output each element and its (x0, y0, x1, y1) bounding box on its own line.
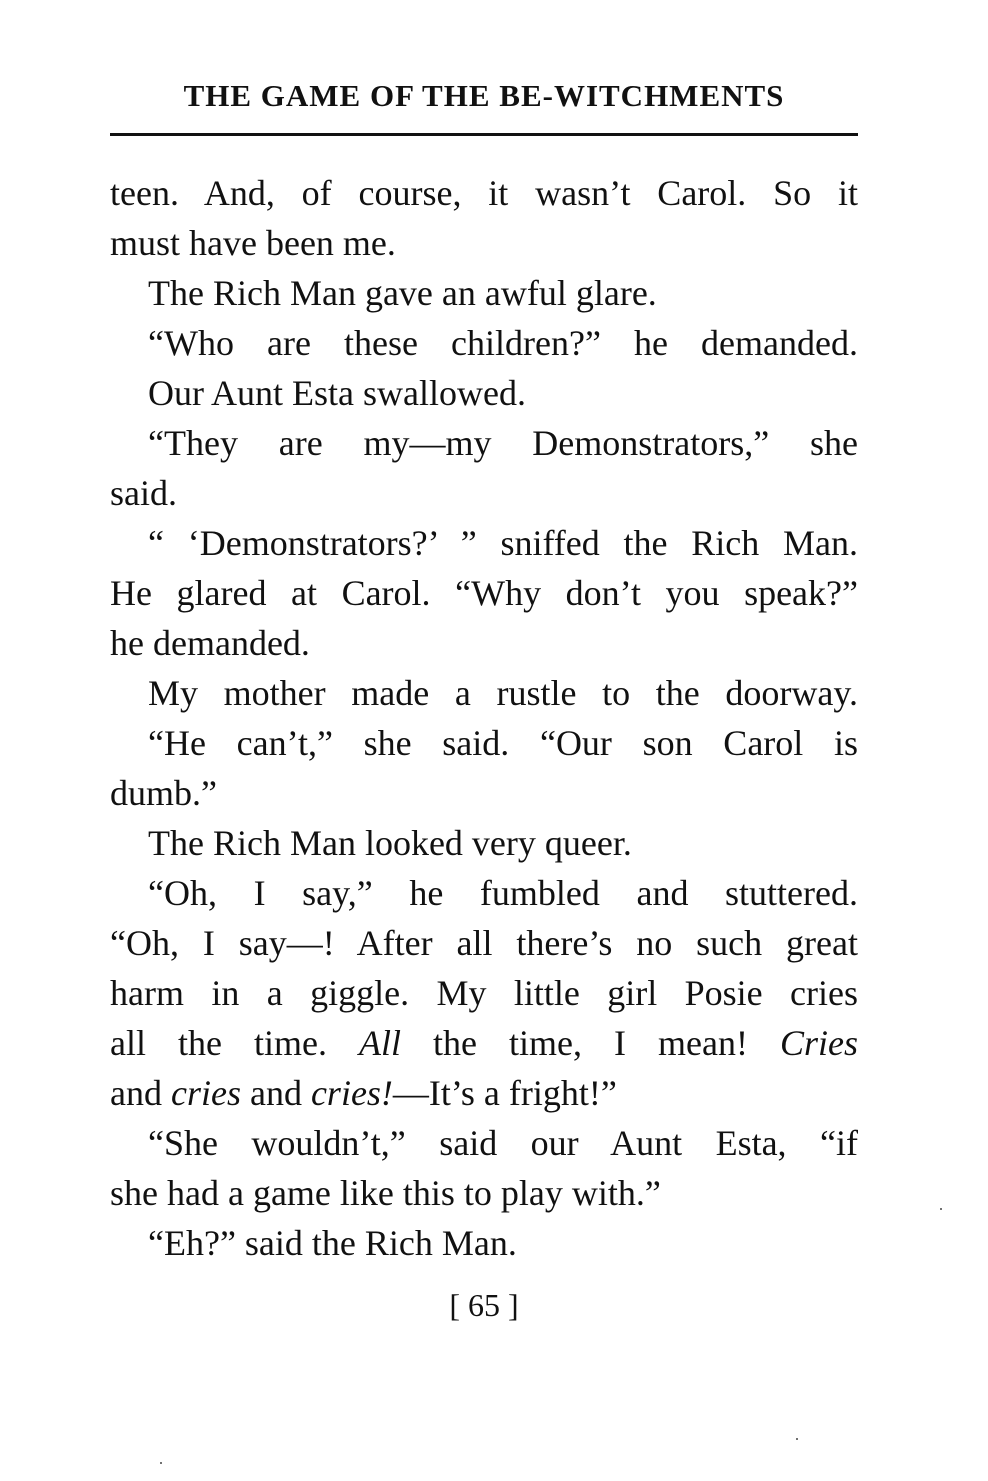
text-span: and (110, 1073, 171, 1113)
text-line: harm in a giggle. My little girl Posie cries (110, 973, 858, 1013)
text-span: all the time. (110, 1023, 359, 1063)
italic-span: All (359, 1023, 401, 1063)
text-line: The Rich Man gave an awful glare. (148, 273, 657, 313)
text-line-italic-mixed (110, 1018, 858, 1068)
text-line: “Oh, I say,” he fumbled and stuttered. (148, 873, 858, 913)
text-line: he demanded. (110, 623, 310, 663)
print-speck (160, 1462, 162, 1464)
text-line: “They are my—my Demonstrators,” she (148, 423, 858, 463)
text-span: —It’s a fright!” (392, 1073, 617, 1113)
text-line: He glared at Carol. “Why don’t you speak?” (110, 573, 858, 613)
text-line: “Oh, I say—! After all there’s no such great (110, 923, 858, 963)
text-line: “ ‘Demonstrators?’ ” sniffed the Rich Man. (148, 523, 858, 563)
text-line: teen. And, of course, it wasn’t Carol. So it (110, 173, 858, 213)
text-line: “Who are these children?” he demanded. (148, 323, 858, 363)
print-speck (940, 1208, 942, 1210)
text-span: and (240, 1073, 311, 1113)
text-line: Our Aunt Esta swallowed. (148, 373, 526, 413)
header-rule (110, 133, 858, 136)
text-line: The Rich Man looked very queer. (148, 823, 632, 863)
text-line: “She wouldn’t,” said our Aunt Esta, “if (148, 1123, 858, 1163)
running-head: THE GAME OF THE BE-WITCHMENTS (183, 78, 785, 113)
body-text (110, 168, 858, 1268)
text-line: “He can’t,” she said. “Our son Carol is (148, 723, 858, 763)
print-speck (796, 1438, 798, 1440)
text-line: My mother made a rustle to the doorway. (148, 673, 858, 713)
text-line: must have been me. (110, 223, 396, 263)
text-line-italic-mixed (110, 1068, 858, 1118)
italic-span: Cries (779, 1023, 858, 1063)
text-line: “Eh?” said the Rich Man. (148, 1223, 517, 1263)
page-number: [ 65 ] (449, 1287, 519, 1323)
italic-span: cries! (310, 1073, 393, 1113)
text-line: she had a game like this to play with.” (110, 1173, 661, 1213)
italic-span: cries (170, 1073, 241, 1113)
text-line: dumb.” (110, 773, 217, 813)
text-span: the time, I mean! (401, 1023, 780, 1063)
text-line: said. (110, 473, 177, 513)
